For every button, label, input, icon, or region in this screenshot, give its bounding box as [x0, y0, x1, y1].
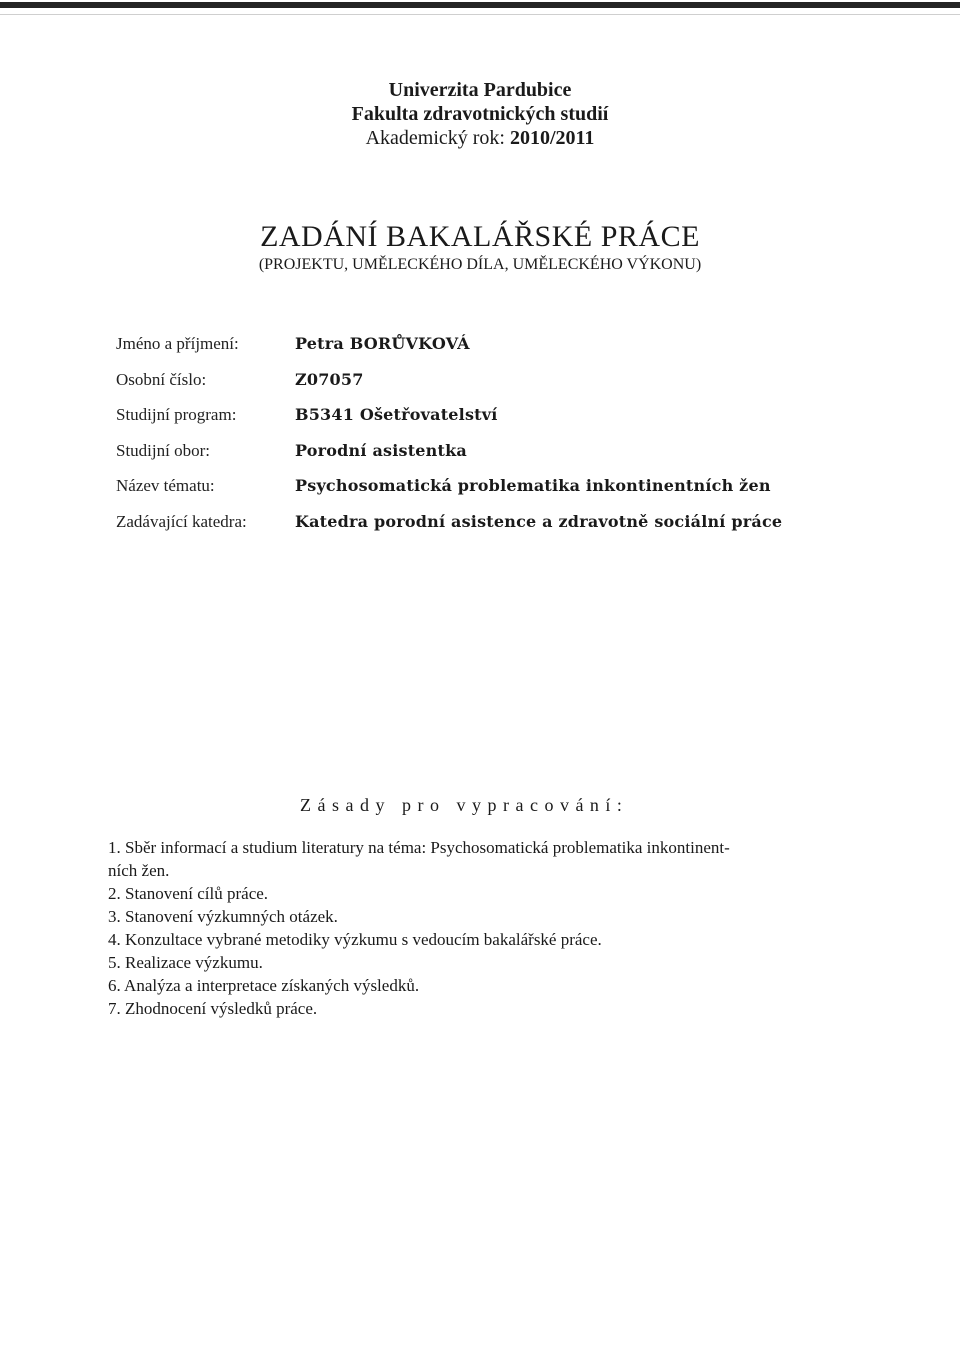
- info-value: B5341 Ošetřovatelství: [295, 405, 498, 424]
- info-value: Porodní asistentka: [295, 440, 467, 460]
- list-item: 1. Sběr informací a studium literatury na téma: Psychosomatická problematika inkontinent-: [108, 838, 730, 857]
- info-row-name: [116, 334, 782, 370]
- document-header: [0, 78, 960, 150]
- list-item: 6. Analýza a interpretace získaných výsledků.: [108, 976, 420, 995]
- list-item: 4. Konzultace vybrané metodiky výzkumu s vedoucím bakalářské práce.: [108, 930, 602, 949]
- university-name: Univerzita Pardubice: [388, 79, 572, 101]
- info-label: Osobní číslo:: [116, 369, 207, 389]
- document-subtitle: (PROJEKTU, UMĚLECKÉHO DÍLA, UMĚLECKÉHO VÝKONU): [258, 256, 702, 273]
- student-info: [116, 334, 782, 547]
- list-item: ních žen.: [108, 861, 170, 880]
- academic-year-label: Akademický rok:: [365, 127, 505, 149]
- info-value: Petra BORŮVKOVÁ: [295, 334, 470, 353]
- info-label: Zadávající katedra:: [116, 511, 247, 531]
- document-title: ZADÁNÍ BAKALÁŘSKÉ PRÁCE: [260, 220, 700, 253]
- principles-list: [108, 836, 888, 1020]
- info-value: Z07057: [295, 369, 364, 389]
- list-item: 5. Realizace výzkumu.: [108, 953, 263, 972]
- principles-heading: Zásady pro vypracování:: [300, 795, 629, 815]
- info-row-field: [116, 441, 782, 477]
- info-label: Jméno a příjmení:: [116, 334, 239, 353]
- info-row-program: [116, 405, 782, 441]
- list-item: 7. Zhodnocení výsledků práce.: [108, 999, 318, 1018]
- academic-year: [0, 126, 960, 150]
- info-label: Studijní program:: [116, 405, 237, 424]
- info-row-personal-number: [116, 370, 782, 406]
- info-row-department: [116, 512, 782, 548]
- academic-year-value: 2010/2011: [509, 127, 595, 149]
- info-value: Katedra porodní asistence a zdravotně sociální práce: [295, 511, 783, 531]
- info-label: Studijní obor:: [116, 440, 210, 460]
- scan-edge-faint-line: [0, 14, 960, 15]
- info-row-topic: [116, 476, 782, 512]
- list-item: 3. Stanovení výzkumných otázek.: [108, 907, 338, 926]
- list-item: 2. Stanovení cílů práce.: [108, 884, 269, 903]
- info-label: Název tématu:: [116, 476, 215, 495]
- info-value: Psychosomatická problematika inkontinentních žen: [295, 476, 771, 495]
- faculty-name: Fakulta zdravotnických studií: [351, 103, 609, 125]
- scan-edge-line: [0, 2, 960, 8]
